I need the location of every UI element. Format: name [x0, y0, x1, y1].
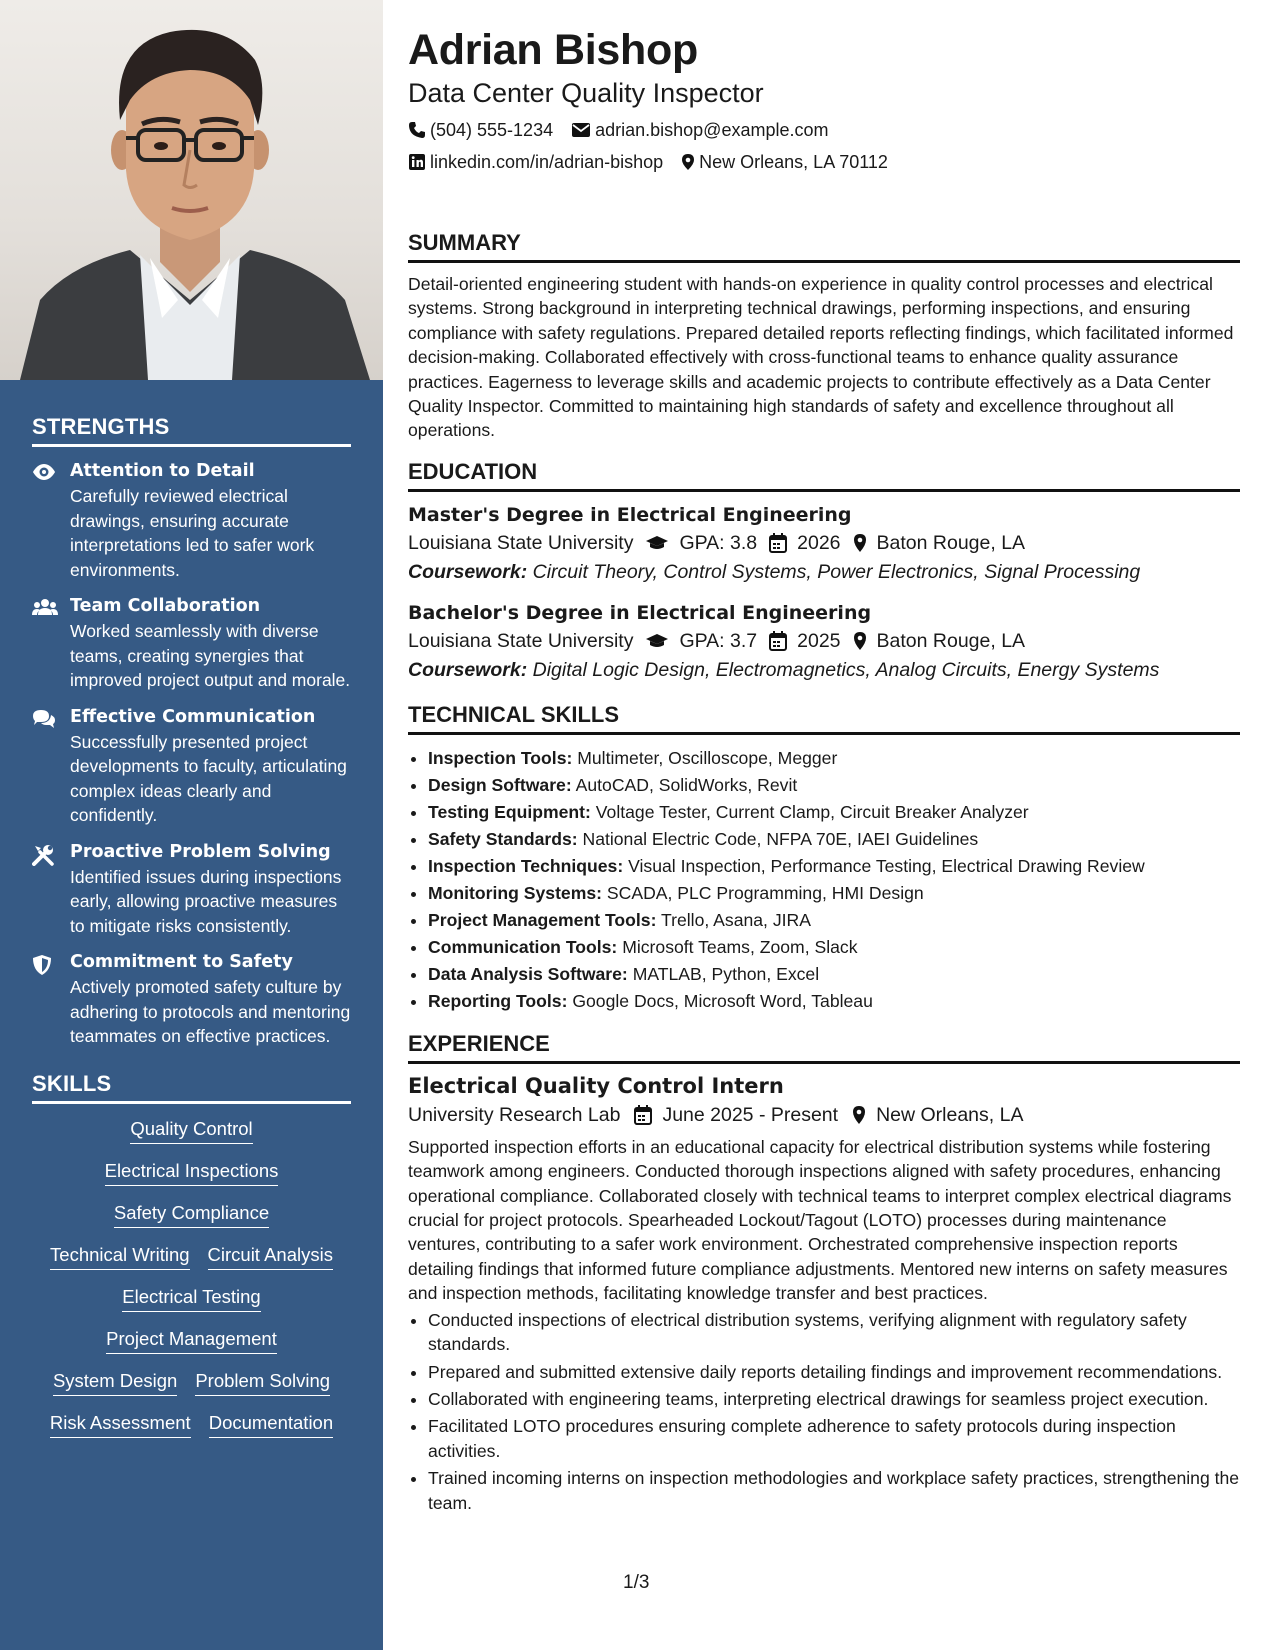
envelope-icon — [571, 122, 591, 138]
list-item — [428, 880, 1240, 907]
skill-value: Multimeter, Oscilloscope, Megger — [577, 747, 838, 768]
strength-desc: Carefully reviewed electrical drawings, ensuring accurate interpretations led to safer work environments. — [70, 486, 315, 580]
year-text: 2026 — [797, 531, 841, 554]
list-item: • Conducted inspections of electrical distribution systems, verifying alignment with regulatory safety standards. — [428, 1308, 1240, 1357]
map-pin-icon — [681, 153, 695, 171]
skill-value: MATLAB, Python, Excel — [632, 963, 820, 984]
profile-photo — [0, 0, 383, 380]
job-dates: June 2025 - Present — [662, 1103, 839, 1126]
graduation-cap-icon — [645, 535, 669, 551]
strength-item — [32, 596, 351, 693]
coursework-label: Coursework: — [408, 658, 528, 681]
list-item — [428, 853, 1240, 880]
skill-label: Inspection Techniques: — [428, 855, 624, 876]
strength-item — [32, 952, 351, 1049]
summary-heading: SUMMARY — [408, 230, 1240, 263]
skill-label: Project Management Tools: — [428, 909, 657, 930]
skill-value: SCADA, PLC Programming, HMI Design — [606, 882, 924, 903]
strength-title: Effective Communication — [70, 706, 316, 727]
comments-icon — [32, 707, 70, 828]
skill-tag: Technical Writing — [50, 1244, 190, 1270]
coursework — [408, 659, 1240, 682]
strength-item — [32, 707, 351, 828]
skill-value: AutoCAD, SolidWorks, Revit — [575, 774, 798, 795]
skill-label: Safety Standards: — [428, 828, 578, 849]
strength-title: Attention to Detail — [70, 461, 255, 481]
job-title: Electrical Quality Control Intern — [408, 1073, 784, 1098]
skill-tag: Problem Solving — [195, 1370, 330, 1396]
users-icon — [32, 596, 70, 693]
phone-icon — [408, 121, 426, 139]
candidate-role: Data Center Quality Inspector — [408, 78, 764, 108]
portrait-illustration — [0, 0, 383, 380]
list-item — [428, 745, 1240, 772]
gpa-text: GPA: 3.7 — [679, 629, 758, 652]
list-item — [428, 961, 1240, 988]
skill-label: Testing Equipment: — [428, 801, 591, 822]
list-item: • Collaborated with engineering teams, interpreting electrical drawings for seamless project execution. — [428, 1387, 1240, 1411]
tools-icon — [32, 842, 70, 939]
degree-title: Master's Degree in Electrical Engineering — [408, 503, 852, 526]
edu-location: Baton Rouge, LA — [876, 531, 1026, 554]
skill-tag: Safety Compliance — [114, 1202, 269, 1228]
strength-item — [32, 461, 351, 582]
technical-skills-list — [408, 745, 1240, 1015]
strength-title: Team Collaboration — [70, 596, 261, 616]
list-item — [428, 799, 1240, 826]
gpa-text: GPA: 3.8 — [679, 531, 758, 554]
technical-skills-heading: TECHNICAL SKILLS — [408, 702, 1240, 735]
education-item — [408, 504, 1240, 584]
location-text: New Orleans, LA 70112 — [699, 152, 888, 172]
candidate-name: Adrian Bishop — [408, 26, 698, 74]
linkedin-link[interactable]: linkedin.com/in/adrian-bishop — [430, 152, 664, 172]
skills-heading: SKILLS — [32, 1071, 351, 1104]
graduation-cap-icon — [645, 633, 669, 649]
skill-tag: Quality Control — [130, 1118, 252, 1144]
email-link[interactable]: adrian.bishop@example.com — [595, 120, 829, 140]
year-text: 2025 — [797, 629, 841, 652]
phone-text[interactable]: (504) 555-1234 — [430, 120, 554, 140]
list-item — [428, 907, 1240, 934]
list-item — [428, 826, 1240, 853]
school-name: Louisiana State University — [408, 531, 634, 554]
coursework-label: Coursework: — [408, 560, 528, 583]
strength-title: Proactive Problem Solving — [70, 841, 331, 862]
school-name: Louisiana State University — [408, 629, 634, 652]
coursework-text: Circuit Theory, Control Systems, Power Electronics, Signal Processing — [532, 560, 1141, 583]
contact-row — [408, 150, 1240, 174]
strength-desc: Worked seamlessly with diverse teams, creating synergies that improved project output and morale. — [70, 621, 351, 690]
linkedin-icon — [408, 153, 426, 171]
skill-tag: Electrical Inspections — [105, 1160, 279, 1186]
skill-label: Design Software: — [428, 774, 572, 795]
skill-value: Microsoft Teams, Zoom, Slack — [622, 936, 858, 957]
education-item — [408, 602, 1240, 682]
list-item — [428, 772, 1240, 799]
calendar-icon — [769, 631, 787, 651]
strength-title: Commitment to Safety — [70, 952, 293, 972]
skill-value: Trello, Asana, JIRA — [661, 909, 811, 930]
eye-icon — [32, 461, 70, 582]
skill-label: Data Analysis Software: — [428, 963, 628, 984]
summary-text: Detail-oriented engineering student with hands-on experience in quality control processes and electrical systems. Strong background in interpreting technical drawings, performing inspections, and ensuring compliance with safety regulations. Prepared detailed reports reflecting findings, which facilitated informed decision-making. Collaborated effectively with cross-functional teams to enhance quality assurance practices. Eagerness to leverage skills and academic projects to contribute effectively as a Data Center Quality Inspector. Committed to maintaining high standards of safety and excellence throughout all operations. — [408, 274, 1234, 441]
contact-row — [408, 118, 1240, 142]
skill-tag: Project Management — [106, 1328, 277, 1354]
skill-tag: Risk Assessment — [50, 1412, 191, 1438]
map-pin-icon — [853, 533, 867, 553]
skill-value: National Electric Code, NFPA 70E, IAEI Guidelines — [582, 828, 979, 849]
job-location: New Orleans, LA — [876, 1103, 1024, 1126]
skill-label: Monitoring Systems: — [428, 882, 602, 903]
page-number: 1/3 — [623, 1572, 650, 1593]
main-content — [408, 0, 1240, 1518]
skill-tag: System Design — [53, 1370, 177, 1396]
list-item: • Facilitated LOTO procedures ensuring complete adherence to safety protocols during inspection activities. — [428, 1414, 1240, 1463]
coursework — [408, 561, 1240, 584]
list-item: • Trained incoming interns on inspection methodologies and workplace safety practices, strengthening the team. — [428, 1466, 1240, 1515]
skill-tag: Electrical Testing — [122, 1286, 260, 1312]
calendar-icon — [769, 533, 787, 553]
education-heading: EDUCATION — [408, 459, 1240, 492]
coursework-text: Digital Logic Design, Electromagnetics, Analog Circuits, Energy Systems — [532, 658, 1160, 681]
experience-heading: EXPERIENCE — [408, 1031, 1240, 1064]
sidebar — [0, 0, 383, 1650]
job-bullets — [408, 1308, 1240, 1515]
list-item — [428, 934, 1240, 961]
degree-title: Bachelor's Degree in Electrical Engineering — [408, 601, 872, 624]
employer-name: University Research Lab — [408, 1103, 621, 1126]
calendar-icon — [634, 1105, 652, 1125]
skill-label: Reporting Tools: — [428, 990, 568, 1011]
skill-tag: Documentation — [209, 1412, 333, 1438]
skill-value: Google Docs, Microsoft Word, Tableau — [572, 990, 873, 1011]
skill-tag: Circuit Analysis — [208, 1244, 333, 1270]
skill-label: Communication Tools: — [428, 936, 618, 957]
strength-desc: Actively promoted safety culture by adhering to protocols and mentoring teammates on effective practices. — [70, 977, 351, 1046]
strength-desc: Successfully presented project developments to faculty, articulating complex ideas clearly and confidently. — [70, 731, 347, 825]
map-pin-icon — [853, 631, 867, 651]
skill-label: Inspection Tools: — [428, 747, 573, 768]
strength-item — [32, 842, 351, 939]
list-item — [428, 988, 1240, 1015]
map-pin-icon — [852, 1105, 866, 1125]
strengths-heading: STRENGTHS — [32, 414, 351, 447]
list-item: • Prepared and submitted extensive daily reports detailing findings and improvement recommendations. — [428, 1360, 1240, 1384]
job-description: Supported inspection efforts in an educational capacity for electrical distribution systems while fostering teamwork among engineers. Conducted thorough inspections aligned with safety procedures, enhancing operational compliance. Collaborated closely with technical teams to interpret complex electrical diagrams crucial for project protocols. Spearheaded Lockout/Tagout (LOTO) processes during maintenance ventures, contributing to a safer work environment. Orchestrated comprehensive inspection reports detailing findings that informed future compliance adjustments. Mentored new interns on safety measures and inspection methods, facilitating knowledge transfer and best practices. — [408, 1136, 1232, 1304]
strength-desc: Identified issues during inspections early, allowing proactive measures to mitigate risks consistently. — [70, 866, 342, 936]
skill-value: Voltage Tester, Current Clamp, Circuit Breaker Analyzer — [595, 801, 1029, 822]
edu-location: Baton Rouge, LA — [876, 629, 1026, 652]
skill-value: Visual Inspection, Performance Testing, Electrical Drawing Review — [628, 855, 1145, 876]
shield-icon — [32, 952, 70, 1049]
